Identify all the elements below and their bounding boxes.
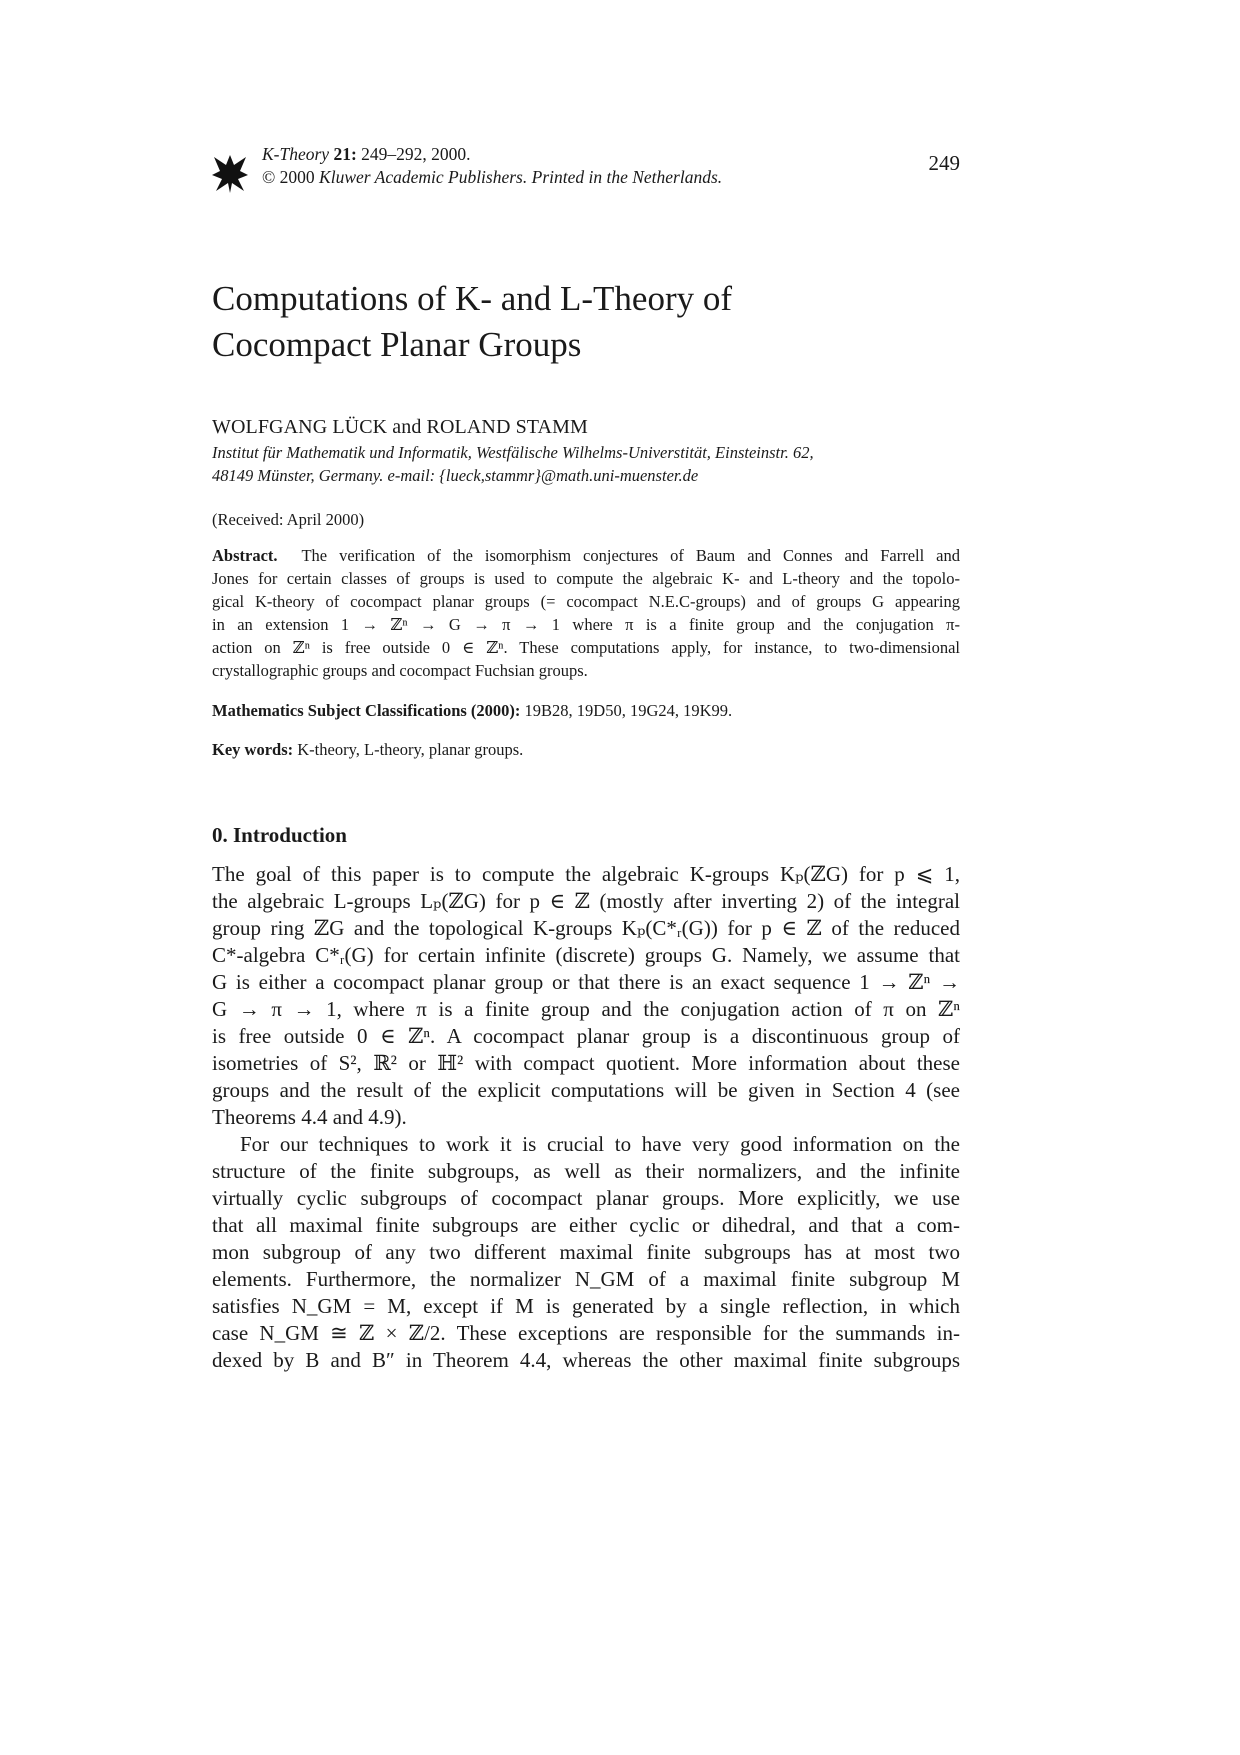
- body-text: [212, 861, 960, 1374]
- body-line: group ring ℤG and the topological K-groups Kₚ(C*ᵣ(G)) for p ∈ ℤ of the reduced: [212, 916, 960, 940]
- page-number: 249: [928, 151, 960, 175]
- body-line: satisfies N_GM = M, except if M is generated by a single reflection, in which: [212, 1294, 960, 1318]
- title-line: Computations of K- and L-Theory of: [212, 279, 733, 318]
- journal-citation: [262, 143, 722, 189]
- msc-classifications: [212, 700, 960, 722]
- abstract-line: in an extension 1 → ℤⁿ → G → π → 1 where π is a finite group and the conjugation π-: [212, 615, 960, 634]
- journal-volume: 21:: [333, 144, 357, 164]
- abstract-label: Abstract.: [212, 546, 278, 565]
- affiliation-line: Institut für Mathematik und Informatik, Westfälische Wilhelms-Universtität, Einsteinstr. 62,: [212, 443, 814, 462]
- body-line: Theorems 4.4 and 4.9).: [212, 1105, 407, 1129]
- body-line: case N_GM ≅ ℤ × ℤ/2. These exceptions are responsible for the summands in-: [212, 1321, 960, 1345]
- received-date: (Received: April 2000): [212, 510, 365, 529]
- paper-title: [212, 276, 960, 368]
- abstract-line: crystallographic groups and cocompact Fuchsian groups.: [212, 661, 588, 680]
- body-line: C*-algebra C*ᵣ(G) for certain infinite (discrete) groups G. Namely, we assume that: [212, 943, 960, 967]
- body-line: the algebraic L-groups Lₚ(ℤG) for p ∈ ℤ (mostly after inverting 2) of the integral: [212, 889, 960, 913]
- body-line: is free outside 0 ∈ ℤⁿ. A cocompact planar group is a discontinuous group of: [212, 1024, 960, 1048]
- journal-header: [212, 143, 960, 193]
- abstract: [212, 544, 960, 682]
- abstract-line: Jones for certain classes of groups is used to compute the algebraic K- and L-theory and the topolo-: [212, 569, 960, 588]
- affiliation: [212, 441, 960, 487]
- msc-value: 19B28, 19D50, 19G24, 19K99.: [524, 701, 733, 720]
- journal-pages: 249–292, 2000.: [361, 144, 471, 164]
- body-line: The goal of this paper is to compute the algebraic K-groups Kₚ(ℤG) for p ⩽ 1,: [212, 862, 960, 886]
- msc-label: Mathematics Subject Classifications (2000):: [212, 701, 521, 720]
- publisher-logo-icon: [212, 153, 248, 193]
- body-line: G is either a cocompact planar group or that there is an exact sequence 1 → ℤⁿ →: [212, 970, 960, 994]
- abstract-line: action on ℤⁿ is free outside 0 ∈ ℤⁿ. These computations apply, for instance, to two-dimensional: [212, 638, 960, 657]
- body-line: For our techniques to work it is crucial to have very good information on the: [240, 1132, 960, 1156]
- body-line: G → π → 1, where π is a finite group and the conjugation action of π on ℤⁿ: [212, 997, 960, 1021]
- authors: WOLFGANG LÜCK and ROLAND STAMM: [212, 416, 588, 438]
- body-line: dexed by B and B″ in Theorem 4.4, whereas the other maximal finite subgroups: [212, 1348, 960, 1372]
- body-line: elements. Furthermore, the normalizer N_GM of a maximal finite subgroup M: [212, 1267, 960, 1291]
- abstract-line: gical K-theory of cocompact planar groups (= cocompact N.E.C-groups) and of groups G appearing: [212, 592, 960, 611]
- body-line: virtually cyclic subgroups of cocompact planar groups. More explicitly, we use: [212, 1186, 960, 1210]
- publisher: Kluwer Academic Publishers.: [319, 167, 528, 187]
- keywords-label: Key words:: [212, 740, 294, 759]
- keywords: [212, 739, 960, 761]
- abstract-line: The verification of the isomorphism conjectures of Baum and Connes and Farrell and: [301, 546, 960, 565]
- printed-in: Printed in the Netherlands.: [531, 167, 723, 187]
- title-line: Cocompact Planar Groups: [212, 325, 582, 364]
- body-line: mon subgroup of any two different maximal finite subgroups has at most two: [212, 1240, 960, 1264]
- keywords-value: K-theory, L-theory, planar groups.: [297, 740, 524, 759]
- body-line: that all maximal finite subgroups are either cyclic or dihedral, and that a com-: [212, 1213, 960, 1237]
- section-heading: 0. Introduction: [212, 823, 347, 847]
- copyright: © 2000: [262, 167, 315, 187]
- affiliation-line: 48149 Münster, Germany. e-mail: {lueck,stammr}@math.uni-muenster.de: [212, 466, 699, 485]
- journal-name: K-Theory: [262, 144, 330, 164]
- body-line: isometries of S², ℝ² or ℍ² with compact quotient. More information about these: [212, 1051, 960, 1075]
- body-line: structure of the finite subgroups, as well as their normalizers, and the infinite: [212, 1159, 960, 1183]
- body-line: groups and the result of the explicit computations will be given in Section 4 (see: [212, 1078, 960, 1102]
